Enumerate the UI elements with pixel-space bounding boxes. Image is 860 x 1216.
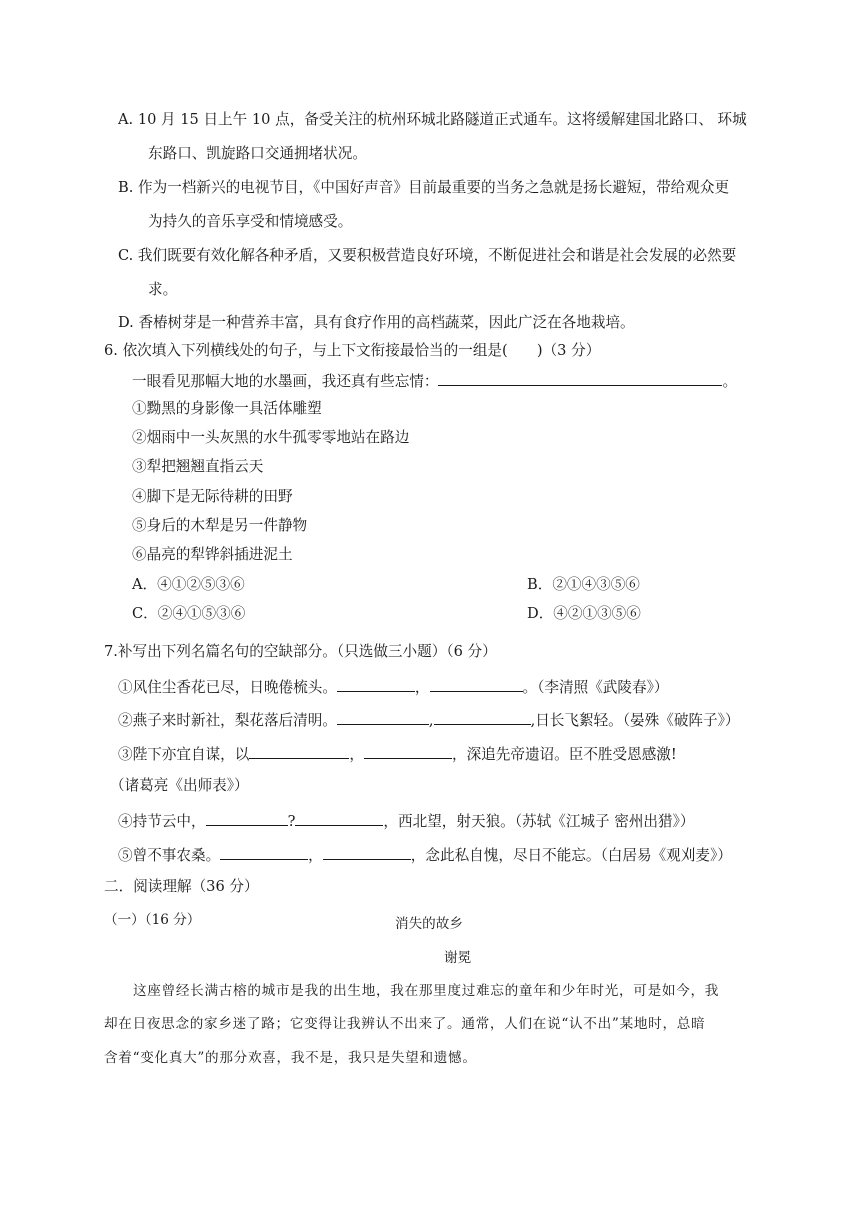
q7-p4-blank-2[interactable] xyxy=(295,810,383,826)
q7-p4-prefix: ④持节云中， xyxy=(118,813,206,830)
article-author: 谢冕 xyxy=(444,950,472,966)
q7-p5-blank-2[interactable] xyxy=(323,844,411,860)
q6-option-c[interactable]: C．②④①⑤③⑥ xyxy=(132,605,246,622)
q7-p5-blank-1[interactable] xyxy=(220,844,308,860)
q7-poem-5 xyxy=(118,844,732,866)
q7-p2-suffix: ,日长飞絮轻。（晏殊《破阵子》） xyxy=(530,712,740,729)
q7-p2-mid: , xyxy=(428,712,434,729)
q6-item-4: ④脚下是无际待耕的田野 xyxy=(132,488,293,505)
q7-poem-1 xyxy=(118,676,668,698)
q7-stem: 7.补写出下列名篇名句的空缺部分。（只选做三小题）（6 分） xyxy=(104,643,497,660)
q6-stem: 6. 依次填入下列横线处的句子，与上下文衔接最恰当的一组是( )（3 分） xyxy=(104,342,601,359)
q7-p1-blank-1[interactable] xyxy=(337,676,415,692)
article-para-line-3: 含着“变化真大”的那分欢喜，我不是，我只是失望和遗憾。 xyxy=(104,1050,477,1066)
q5-option-a-line1: A. 10 月 15 日上午 10 点，备受关注的杭州环城北路隧道正式通车。这将缓解建国北路口、 环城 xyxy=(118,111,747,128)
q6-option-b[interactable]: B．②①④③⑤⑥ xyxy=(527,576,640,593)
q5-option-b-line1: B. 作为一档新兴的电视节目，《中国好声音》目前最重要的当务之急就是扬长避短，带给观众更 xyxy=(118,179,730,196)
q7-p3-blank-2[interactable] xyxy=(364,743,452,759)
q7-p2-blank-1[interactable] xyxy=(337,709,429,725)
part-label: （一）（16 分） xyxy=(104,912,201,928)
q6-answer-blank[interactable] xyxy=(438,370,722,386)
q7-p3-source: （诸葛亮《出师表》） xyxy=(110,777,249,794)
q7-poem-4 xyxy=(118,810,695,832)
q6-option-a[interactable]: A．④①②⑤③⑥ xyxy=(132,576,245,593)
q7-p2-blank-2[interactable] xyxy=(434,709,531,725)
q7-p4-suffix: ，西北望，射天狼。（苏轼《江城子 密州出猎》） xyxy=(383,813,695,830)
q7-p3-mid: ， xyxy=(349,746,364,763)
q7-p2-prefix: ②燕子来时新社，梨花落后清明。 xyxy=(118,712,337,729)
q6-item-2: ②烟雨中一头灰黑的水牛孤零零地站在路边 xyxy=(132,429,410,446)
q6-context-prefix: 一眼看见那幅大地的水墨画，我还真有些忘情： xyxy=(132,373,439,390)
q5-option-c-line2: 求。 xyxy=(148,281,178,298)
q7-p1-prefix: ①风住尘香花已尽，日晚倦梳头。 xyxy=(118,679,337,696)
q7-p3-blank-1[interactable] xyxy=(249,743,349,759)
article-para-line-2: 却在日夜思念的家乡迷了路；它变得让我辨认不出来了。通常，人们在说“认不出”某地时，总暗 xyxy=(104,1016,706,1032)
q6-item-6: ⑥晶亮的犁铧斜插进泥土 xyxy=(132,546,293,563)
q7-p4-blank-1[interactable] xyxy=(206,810,288,826)
q6-item-5: ⑤身后的木犁是另一件静物 xyxy=(132,517,308,534)
q7-p1-suffix: 。（李清照《武陵春》） xyxy=(522,679,669,696)
article-para-line-1: 这座曾经长满古榕的城市是我的出生地，我在那里度过难忘的童年和少年时光，可是如今，我 xyxy=(133,983,720,999)
q7-poem-3 xyxy=(118,743,677,765)
q7-p5-prefix: ⑤曾不事农桑。 xyxy=(118,847,221,864)
q7-p5-mid: ， xyxy=(308,847,323,864)
q7-p3-prefix: ③陛下亦宜自谋，以 xyxy=(118,746,250,763)
q5-option-c-line1: C. 我们既要有效化解各种矛盾，又要积极营造良好环境，不断促进社会和谐是社会发展的必然要 xyxy=(118,247,737,264)
q7-p1-blank-2[interactable] xyxy=(430,676,523,692)
q5-option-d: D. 香椿树芽是一种营养丰富，具有食疗作用的高档蔬菜，因此广泛在各地栽培。 xyxy=(118,314,635,331)
q6-item-3: ③犁把翘翘直指云天 xyxy=(132,458,264,475)
q7-p5-suffix: ，念此私自愧，尽日不能忘。（白居易《观刈麦》） xyxy=(410,847,732,864)
article-title: 消失的故乡 xyxy=(395,916,463,932)
q7-p4-mid: ? xyxy=(287,813,296,830)
q7-poem-2 xyxy=(118,709,740,731)
q6-item-1: ①黝黑的身影像一具活体雕塑 xyxy=(132,400,322,417)
section-heading: 二．阅读理解（36 分） xyxy=(104,878,259,895)
q5-option-a-line2: 东路口、凯旋路口交通拥堵状况。 xyxy=(148,145,367,162)
q7-p1-mid: ， xyxy=(414,679,430,696)
q7-p3-suffix: ，深追先帝遗诏。臣不胜受恩感激! xyxy=(451,746,677,763)
q5-option-b-line2: 为持久的音乐享受和情境感受。 xyxy=(148,213,353,230)
q6-context-suffix: 。 xyxy=(722,373,738,390)
q6-option-d[interactable]: D．④②①③⑤⑥ xyxy=(527,605,641,622)
q6-context xyxy=(132,370,737,392)
